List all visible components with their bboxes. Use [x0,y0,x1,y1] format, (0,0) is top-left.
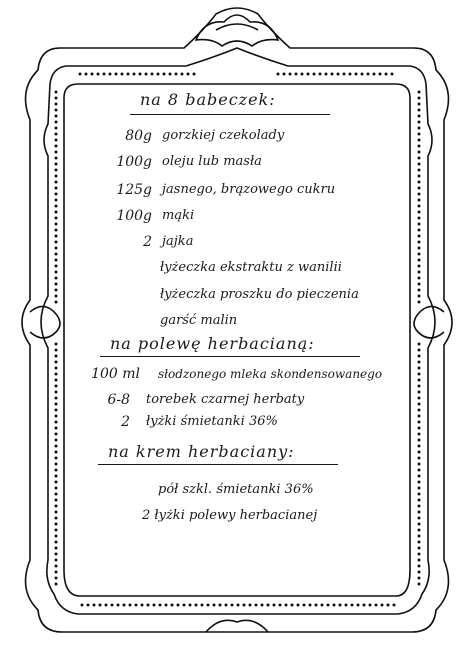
bead [297,604,300,607]
cream-title: na krem herbaciany: [108,442,295,461]
bead [55,409,58,412]
bead [418,577,421,580]
bead [55,349,58,352]
bead [418,547,421,550]
bead [55,343,58,346]
bead [225,604,228,607]
bead [418,217,421,220]
bead [255,604,258,607]
bead [55,151,58,154]
bead [331,73,334,76]
bead [55,415,58,418]
bead [345,604,348,607]
bead [87,604,90,607]
bead [355,73,358,76]
bead [418,463,421,466]
bead [393,604,396,607]
bead [55,295,58,298]
bead [55,397,58,400]
ingredient-name: słodzonego mleka skondensowanego [158,367,383,381]
bead [418,379,421,382]
bead [127,73,130,76]
bead [418,139,421,142]
glaze-title: na polewę herbacianą: [110,334,315,353]
bead [418,283,421,286]
bead [187,73,190,76]
bead [418,193,421,196]
bead [333,604,336,607]
bead [183,604,186,607]
bead [135,604,138,607]
bead [418,223,421,226]
bead [418,109,421,112]
bead [55,463,58,466]
bead [115,73,118,76]
bead [418,163,421,166]
bead [55,157,58,160]
bead [231,604,234,607]
bead [55,547,58,550]
bead [55,529,58,532]
bead [418,367,421,370]
bead [79,73,82,76]
bead [157,73,160,76]
bead [363,604,366,607]
bead [201,604,204,607]
bead [418,553,421,556]
bead [418,259,421,262]
bead [145,73,148,76]
bead [55,373,58,376]
bead [55,241,58,244]
bead [159,604,162,607]
bead [55,121,58,124]
bead [418,565,421,568]
bead [55,211,58,214]
ingredient-name: łyżki śmietanki 36% [146,414,278,429]
bead [55,433,58,436]
bead [418,175,421,178]
bead [85,73,88,76]
bead [418,241,421,244]
bead [291,604,294,607]
bead [283,73,286,76]
bead [418,169,421,172]
bead [55,259,58,262]
bead [171,604,174,607]
bead [55,523,58,526]
bead [418,535,421,538]
ingredient-qty: 80g [125,128,152,144]
bead [418,475,421,478]
bead [307,73,310,76]
bead [55,499,58,502]
bead [289,73,292,76]
bead [55,511,58,514]
bead [418,97,421,100]
bead [418,427,421,430]
bead [55,577,58,580]
recipe-title: na 8 babeczek: [140,90,276,109]
ornament-left [30,306,60,338]
bead [169,73,172,76]
bead [418,523,421,526]
bead [55,541,58,544]
bead [117,604,120,607]
bead [55,517,58,520]
bead [55,565,58,568]
bead [123,604,126,607]
bead [418,409,421,412]
bead [55,403,58,406]
ingredient-qty: 6-8 [107,392,130,408]
bead [325,73,328,76]
ingredient-name: jajka [162,234,194,249]
ingredient-name: jasnego, brązowego cukru [162,182,336,197]
bead [55,385,58,388]
bead [55,505,58,508]
bead [327,604,330,607]
bead [105,604,108,607]
bead [418,355,421,358]
bead [55,109,58,112]
bead [418,469,421,472]
bead [277,73,280,76]
bead [55,451,58,454]
bead [418,289,421,292]
bead [418,493,421,496]
bead [141,604,144,607]
bead [319,73,322,76]
bead [55,163,58,166]
bead [418,205,421,208]
bead [418,439,421,442]
bead [55,553,58,556]
bead [313,73,316,76]
ingredient-name: garść malin [160,313,238,328]
ingredient-name: łyżeczka proszku do pieczenia [160,287,359,302]
ingredient-qty: 100 ml [91,366,140,382]
bead [418,91,421,94]
ingredient-name: gorzkiej czekolady [162,128,285,143]
bead [55,145,58,148]
bead [391,73,394,76]
bead [165,604,168,607]
bead [219,604,222,607]
bead [55,421,58,424]
ingredient-name: łyżeczka ekstraktu z wanilii [160,260,342,275]
bead [55,133,58,136]
bead [295,73,298,76]
bead [418,397,421,400]
ingredient-name: mąki [162,208,195,223]
ingredient-qty: 2 [121,414,130,430]
bead [375,604,378,607]
bead [315,604,318,607]
bead [55,265,58,268]
bead [261,604,264,607]
bead [418,571,421,574]
bead [175,73,178,76]
ornament-right [414,306,444,338]
bead [351,604,354,607]
bead [55,571,58,574]
bead [418,403,421,406]
bead [349,73,352,76]
bead [109,73,112,76]
bead [418,121,421,124]
bead [418,421,421,424]
bead [418,211,421,214]
bead [309,604,312,607]
bead [418,127,421,130]
bead [153,604,156,607]
bead [418,115,421,118]
bead [418,505,421,508]
bead [55,439,58,442]
bead [418,343,421,346]
bead [111,604,114,607]
bead [285,604,288,607]
bead [243,604,246,607]
bead [81,604,84,607]
bead [418,253,421,256]
bead [418,445,421,448]
bead [418,187,421,190]
bead [103,73,106,76]
bead [55,247,58,250]
bead [133,73,136,76]
bead [418,301,421,304]
bead [55,391,58,394]
bead [373,73,376,76]
crest-top [196,15,278,46]
bead [418,349,421,352]
bead [418,229,421,232]
bead [55,169,58,172]
bead [181,73,184,76]
bead [55,217,58,220]
ornament-bottom [206,620,268,632]
bead [321,604,324,607]
bead [273,604,276,607]
ingredient-qty: 100g [116,154,152,170]
bead [55,253,58,256]
bead [339,604,342,607]
bead [267,604,270,607]
bead [55,127,58,130]
bead [55,559,58,562]
bead [55,139,58,142]
bead [195,604,198,607]
bead [55,181,58,184]
bead [418,157,421,160]
bead [418,559,421,562]
bead [55,355,58,358]
bead [418,247,421,250]
recipe-title-underline [130,114,330,115]
bead [418,511,421,514]
bead [55,97,58,100]
bead [55,199,58,202]
bead [55,235,58,238]
bead [303,604,306,607]
bead [367,73,370,76]
bead [97,73,100,76]
bead [418,451,421,454]
cream-line: 2 łyżki polewy herbacianej [142,508,318,523]
bead [418,391,421,394]
bead [418,271,421,274]
bead [418,199,421,202]
bead [418,373,421,376]
bead [121,73,124,76]
bead [55,583,58,586]
ingredient-name: oleju lub masła [162,154,262,169]
bead [99,604,102,607]
bead [249,604,252,607]
bead [418,385,421,388]
bead [177,604,180,607]
bead [193,73,196,76]
bead [55,427,58,430]
bead [357,604,360,607]
bead [207,604,210,607]
bead [55,283,58,286]
bead [387,604,390,607]
bead [55,493,58,496]
bead [55,205,58,208]
bead [163,73,166,76]
bead [139,73,142,76]
cream-line: pół szkl. śmietanki 36% [158,482,314,497]
bead [418,415,421,418]
bead [55,475,58,478]
bead [55,271,58,274]
bead [55,115,58,118]
bead [337,73,340,76]
bead [381,604,384,607]
bead [385,73,388,76]
bead [55,103,58,106]
bead [55,175,58,178]
bead [55,367,58,370]
bead [418,583,421,586]
bead [55,379,58,382]
bead [55,91,58,94]
bead [237,604,240,607]
bead [418,481,421,484]
bead [369,604,372,607]
ingredient-qty: 125g [116,182,152,198]
bead [55,301,58,304]
bead [55,487,58,490]
bead [91,73,94,76]
bead [418,541,421,544]
bead [151,73,154,76]
bead [55,289,58,292]
bead [55,277,58,280]
bead [418,145,421,148]
bead [418,235,421,238]
bead [55,445,58,448]
bead [418,529,421,532]
bead [189,604,192,607]
bead [301,73,304,76]
ingredient-qty: 2 [143,234,152,250]
bead [418,151,421,154]
bead [418,133,421,136]
bead [361,73,364,76]
bead [213,604,216,607]
bead [93,604,96,607]
bead [343,73,346,76]
bead [55,535,58,538]
bead [55,193,58,196]
bead [279,604,282,607]
bead [147,604,150,607]
ingredient-qty: 100g [116,208,152,224]
bead [55,457,58,460]
bead [379,73,382,76]
bead [418,277,421,280]
bead [55,229,58,232]
bead [418,265,421,268]
bead [418,457,421,460]
bead [418,295,421,298]
bead [418,499,421,502]
bead [418,181,421,184]
bead [55,223,58,226]
glaze-title-underline [100,356,360,357]
bead [418,103,421,106]
bead [418,487,421,490]
bead [55,469,58,472]
bead [55,187,58,190]
ingredient-name: torebek czarnej herbaty [146,392,305,407]
bead [418,433,421,436]
bead [55,481,58,484]
cream-title-underline [98,464,338,465]
bead [418,517,421,520]
bead [129,604,132,607]
bead [418,361,421,364]
bead [55,361,58,364]
